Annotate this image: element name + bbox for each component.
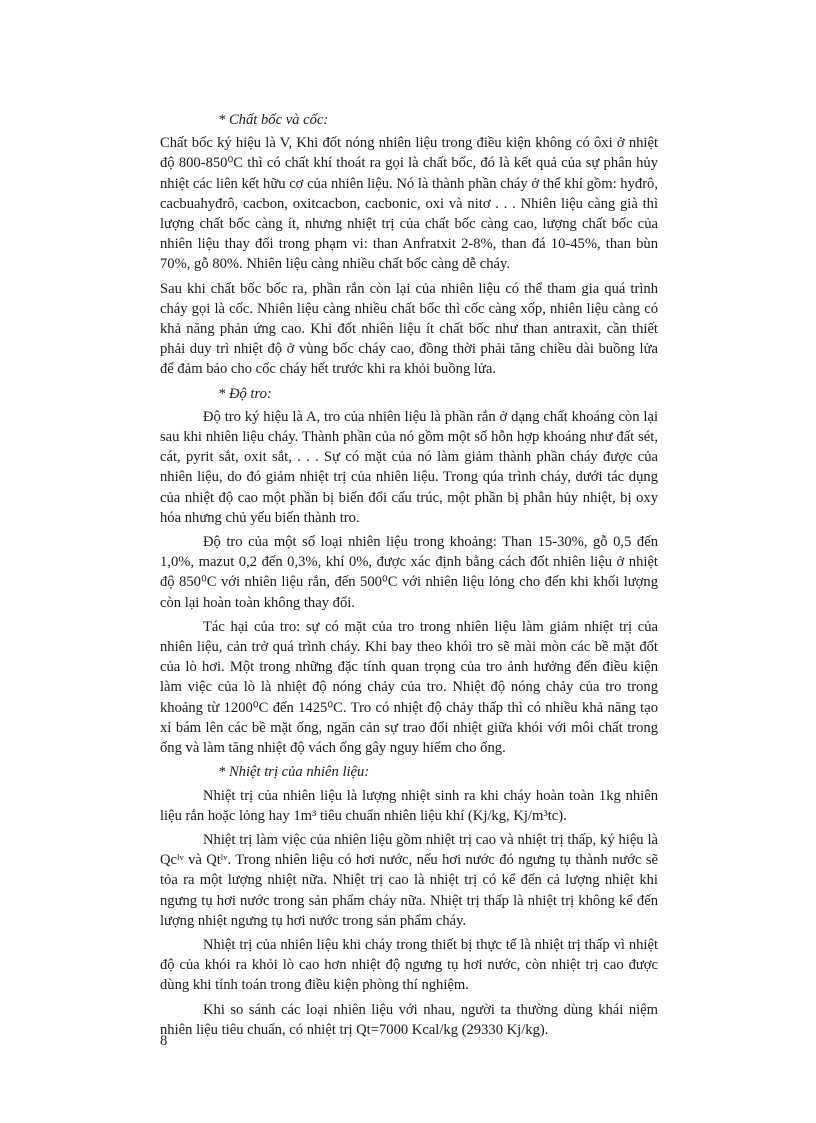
paragraph-chat-boc: Chất bốc ký hiệu là V, Khi đốt nóng nhiên liệu trong điều kiện không có ôxi ở nhiệt độ 800-850⁰C thì có chất khí thoát ra gọi là chất bốc, đó là kết quả của sự phân hủy nhiệt các liên kết hữu cơ của nhiên liệu. Nó là thành phần cháy ở thể khí gồm: hyđrô, cacbuahyđrô, cacbon, oxitcacbon, cacbonic, oxi và nitơ . . . Nhiên liệu càng già thì lượng chất bốc càng ít, nhưng nhiệt trị của chất bốc càng cao, lượng chất bốc của nhiên liệu thay đổi trong phạm vi: than Anfratxit 2-8%, than đá 10-45%, than bùn 70%, gỗ 80%. Nhiên liệu càng nhiều chất bốc càng dễ cháy. [160,135,658,273]
heading-do-tro: * Độ tro: [218,385,272,402]
paragraph-do-tro-values: Độ tro của một số loại nhiên liệu trong khoảng: Than 15-30%, gỗ 0,5 đến 1,0%, mazut 0,2 đến 0,3%, khí 0%, được xác định bằng cách đốt nhiên liệu ở nhiệt độ 850⁰C với nhiên liệu rắn, đến 500⁰C với nhiên liệu lỏng cho đến khi khối lượng còn lại hoàn toàn không thay đổi. [160,534,658,611]
paragraph-nhien-lieu-tieu-chuan: Khi so sánh các loại nhiên liệu với nhau, người ta thường dùng khái niệm nhiên liệu tiêu chuẩn, có nhiệt trị Qt=7000 Kcal/kg (29330 Kj/kg). [160,1001,658,1038]
heading-chat-boc-va-coc: * Chất bốc và cốc: [218,112,329,128]
paragraph-nhiet-tri-lam-viec: Nhiệt trị làm việc của nhiên liệu gồm nhiệt trị cao và nhiệt trị thấp, ký hiệu là Qcˡᵛ và Qtˡᵛ. Trong nhiên liệu có hơi nước, nếu hơi nước đó ngưng tụ thành nước sẽ tỏa ra một lượng nhiệt nữa. Nhiệt trị cao là nhiệt trị có kể đến cả lượng nhiệt khi ngưng tụ hơi nước trong sản phẩm cháy nữa. Nhiệt trị thấp là nhiệt trị không kể đến lượng nhiệt ngưng tụ hơi nước trong sản phẩm cháy. [160,831,658,929]
heading-nhiet-tri: * Nhiệt trị của nhiên liệu: [218,764,370,781]
document-body [160,110,658,1044]
paragraph-do-tro-definition: Độ tro ký hiệu là A, tro của nhiên liệu là phần rắn ở dạng chất khoáng còn lại sau khi nhiên liệu cháy. Thành phần của nó gồm một số hỗn hợp khoáng như đất sét, cát, pyrit sắt, oxit sắt, . . . Sự có mặt của nó làm giảm thành phần cháy được của nhiên liệu, do đó giảm nhiệt trị của nhiên liệu. Trong qúa trình cháy, dưới tác dụng của nhiệt độ cao một phần bị biến đổi cấu trúc, một phần bị phân hủy nhiệt, bị oxy hóa nhưng chủ yếu biến thành tro. [160,408,658,526]
paragraph-coc: Sau khi chất bốc bốc ra, phần rắn còn lại của nhiên liệu có thể tham gia quá trình cháy gọi là cốc. Nhiên liệu càng nhiều chất bốc thì cốc càng xốp, nhiên liệu càng có khả năng phản ứng cao. Khi đốt nhiên liệu ít chất bốc như than antraxit, cần thiết phải duy trì nhiệt độ ở vùng bốc cháy cao, đồng thời phải tăng chiều dài buồng lửa để đảm bảo cho cốc cháy hết trước khi ra khỏi buồng lửa. [160,280,658,378]
paragraph-nhiet-tri-definition: Nhiệt trị của nhiên liệu là lượng nhiệt sinh ra khi cháy hoàn toàn 1kg nhiên liệu rắn hoặc lỏng hay 1m³ tiêu chuẩn nhiên liệu khí (Kj/kg, Kj/m³tc). [160,787,658,824]
paragraph-nhiet-tri-thuc-te: Nhiệt trị của nhiên liệu khi cháy trong thiết bị thực tế là nhiệt trị thấp vì nhiệt độ của khói ra khỏi lò cao hơn nhiệt độ ngưng tụ hơi nước, còn nhiệt trị cao được dùng khi tính toán trong điều kiện phòng thí nghiệm. [160,936,658,994]
page-number: 8 [160,1033,168,1049]
paragraph-tac-hai-tro: Tác hại của tro: sự có mặt của tro trong nhiên liệu làm giảm nhiệt trị của nhiên liệu, cản trở quá trình cháy. Khi bay theo khói tro sẽ mài mòn các bề mặt đốt của lò hơi. Một trong những đặc tính quan trọng của tro ảnh hưởng đến điều kiện làm việc của lò là nhiệt độ nóng chảy của tro. Nhiệt độ nóng chảy của tro trong khoảng từ 1200⁰C đến 1425⁰C. Tro có nhiệt độ chảy thấp thì có nhiều khả năng tạo xỉ bám lên các bề mặt ống, ngăn cản sự trao đổi nhiệt giữa khói với môi chất trong ống và làm tăng nhiệt độ vách ống gây nguy hiểm cho ống. [160,618,658,757]
